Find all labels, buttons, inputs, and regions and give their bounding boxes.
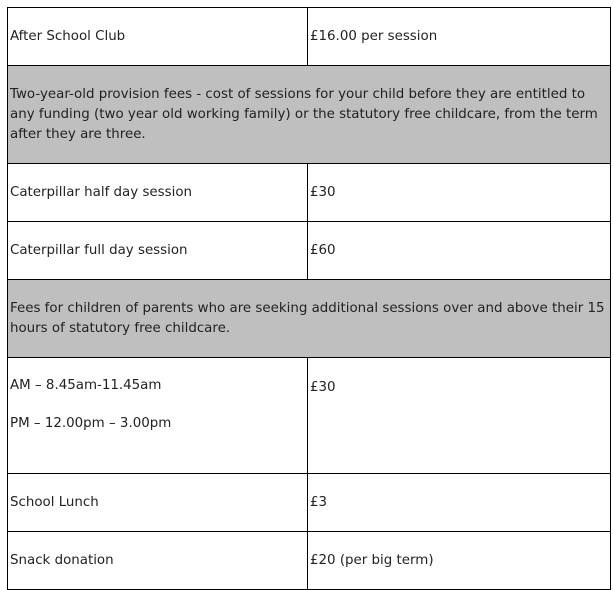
fee-label: Snack donation [8, 532, 308, 590]
fee-value: £16.00 per session [308, 8, 611, 66]
fee-row-after-school-club [8, 8, 611, 66]
fee-row-caterpillar-half-day [8, 164, 611, 222]
pm-session-label: PM – 12.00pm – 3.00pm [10, 416, 172, 431]
section-header-two-year-old-fees [8, 66, 611, 164]
fee-label: Caterpillar full day session [8, 222, 308, 280]
fee-value: £20 (per big term) [308, 532, 611, 590]
fee-row-school-lunch [8, 474, 611, 532]
fee-value: £3 [308, 474, 611, 532]
section-header-additional-sessions [8, 280, 611, 358]
am-session-label: AM – 8.45am-11.45am [10, 378, 162, 393]
fee-value: £30 [308, 358, 611, 474]
section-header-text: Two-year-old provision fees - cost of sessions for your child before they are entitled to any funding (two year old working family) or the statutory free childcare, from the term after they are three. [8, 66, 611, 164]
fee-value: £60 [308, 222, 611, 280]
fee-label-multiline [8, 358, 308, 474]
fee-label: School Lunch [8, 474, 308, 532]
fees-table [7, 7, 611, 590]
fee-value: £30 [308, 164, 611, 222]
fee-row-caterpillar-full-day [8, 222, 611, 280]
fee-label: Caterpillar half day session [8, 164, 308, 222]
section-header-text: Fees for children of parents who are seeking additional sessions over and above their 15 hours of statutory free childcare. [8, 280, 611, 358]
fee-row-am-pm-sessions [8, 358, 611, 474]
fee-row-snack-donation [8, 532, 611, 590]
fee-label: After School Club [8, 8, 308, 66]
